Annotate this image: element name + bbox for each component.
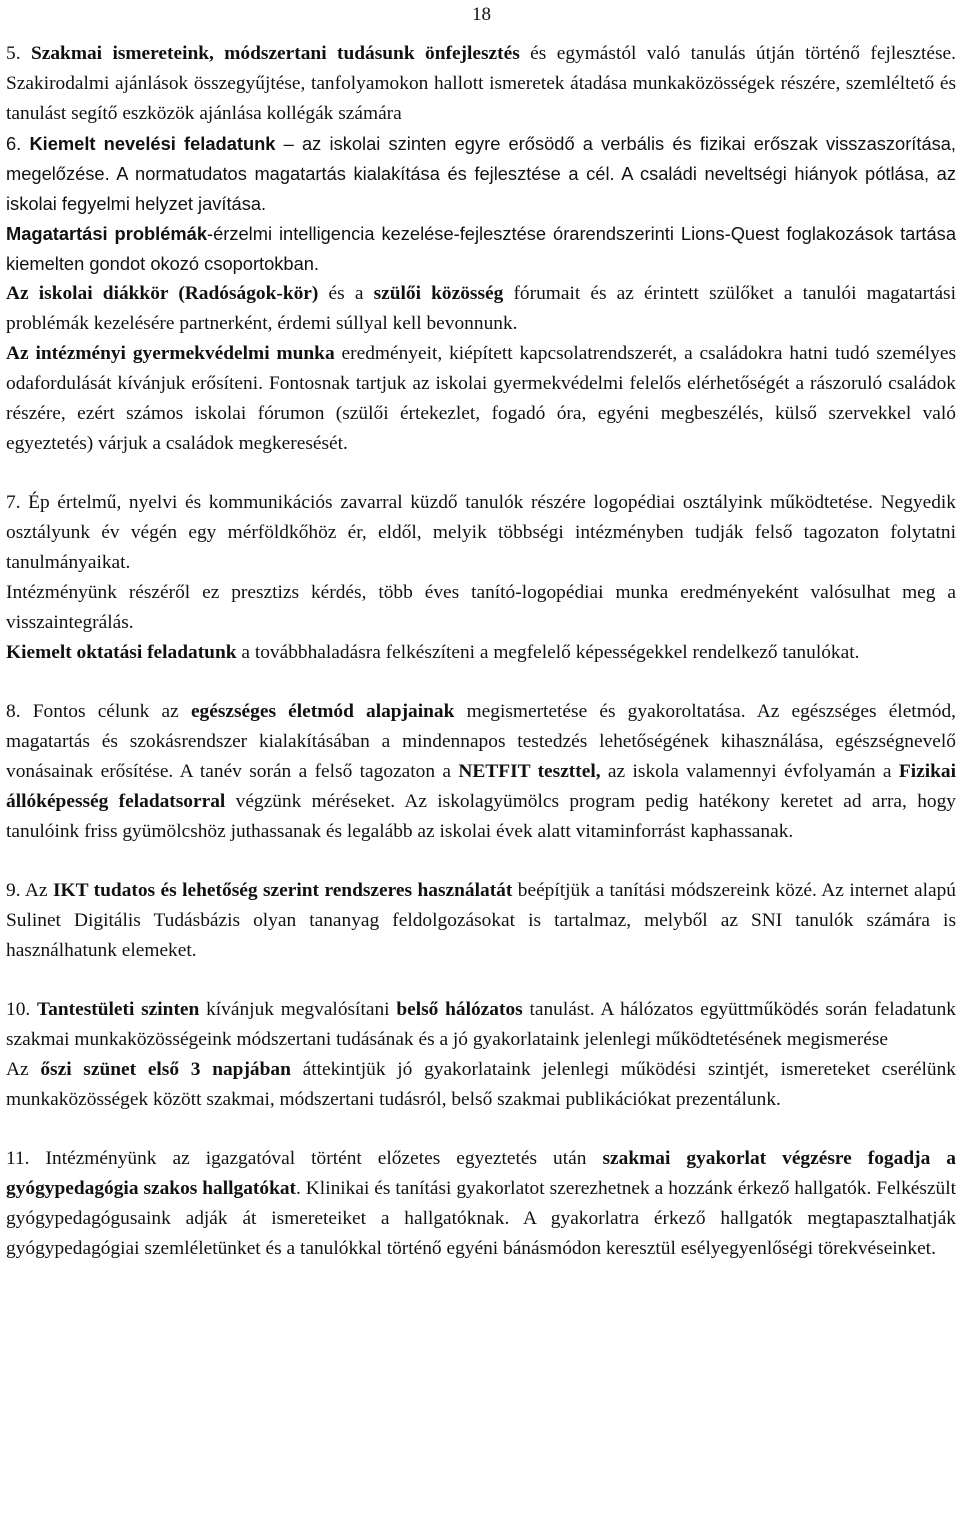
section-5-number: 5. [6, 43, 21, 64]
section-10-text-2: kívánjuk megvalósítani [199, 999, 397, 1020]
section-10-paragraph-1 [6, 995, 956, 1055]
section-8-text-4: végzünk méréseket. Az iskolagyümölcs program pedig hatékony keretet ad arra, hogy tanulóink friss gyümölcshöz juthassanak és legalább az iskolai évek alatt vitaminforrást kaphassanak. [6, 791, 956, 842]
paragraph-gap [6, 847, 956, 876]
paragraph-gap [6, 459, 956, 488]
document-body [6, 39, 956, 1264]
section-9-text-1: 9. Az [6, 880, 53, 901]
section-10-bold-1: Tantestületi szinten [37, 999, 200, 1020]
section-5-bold-heading: Szakmai ismereteink, módszertani tudásunk önfejlesztés [30, 43, 520, 64]
section-5-paragraph [6, 39, 956, 129]
section-6-p2-text: -érzelmi intelligencia kezelése-fejlesztése órarendszerinti Lions-Quest foglakozások tartása kiemelten gondot okozó csoportokban. [6, 223, 956, 274]
section-10-bold-2: belső hálózatos [396, 999, 523, 1020]
section-6-p3-bold-2: szülői közösség [373, 283, 504, 304]
section-6-p4-bold: Az intézményi gyermekvédelmi munka [6, 343, 335, 364]
section-7-paragraph-2: Intézményünk részéről ez presztizs kérdés, több éves tanító-logopédiai munka eredményeként valósulhat meg a visszaintegrálás. [6, 582, 956, 633]
section-6 [6, 129, 956, 279]
section-7-paragraph-3 [6, 638, 956, 668]
section-9-bold: IKT tudatos és lehetőség szerint rendszeres használatát [53, 880, 513, 901]
section-8-text-3: az iskola valamennyi évfolyamán a [600, 761, 899, 782]
section-6-paragraph-4 [6, 339, 956, 459]
section-11-text-2: . Klinikai és tanítási gyakorlatot szerezhetnek a hozzánk érkező hallgatók. Felkészült gyógypedagógusaink adják át ismereteiket a hallgatóknak. A gyakorlatra érkező hallgatók megtapasztalhatják gyógypedagógiai szemléletünket és a tanulókkal történő egyéni bánásmódon keresztül esélyegyenlőségi törekvéseinket. [6, 1178, 956, 1259]
section-6-number: 6. [6, 133, 22, 154]
section-9-text-2: beépítjük a tanítási módszereink közé. Az internet alapú Sulinet Digitális Tudásbázis olyan tananyag feldolgozásokat is tartalmaz, melyből az SNI tanulók számára is használhatunk elemeket. [6, 880, 957, 961]
section-6-text: – az iskolai szinten egyre erősödő a verbális és fizikai erőszak visszaszorítása, megelőzése. A normatudatos magatartás kialakítása és fejlesztése a cél. A családi neveltségi hiányok pótlása, az iskolai fegyelmi helyzet javítása. [6, 133, 956, 214]
section-11-bold: szakmai gyakorlat végzésre fogadja a gyógypedagógia szakos hallgatókat [6, 1148, 956, 1199]
section-6-p2-bold: Magatartási problémák [6, 223, 208, 244]
section-10-p2-bold: őszi szünet első 3 napjában [40, 1059, 291, 1080]
section-8-bold-2: NETFIT teszttel, [458, 761, 601, 782]
section-11-paragraph [6, 1144, 956, 1264]
section-5-text: és egymástól való tanulás útján történő fejlesztése. Szakirodalmi ajánlások összegyűjtése, tanfolyamokon hallott ismeretek átadása munkaközösségek részére, szemléltető és tanulást segítő eszközök ajánlása kollégák számára [6, 43, 956, 124]
section-10-text-1: 10. [6, 999, 38, 1020]
section-6-p3-text-1: és a [318, 283, 374, 304]
section-8-bold-3: Fizikai állóképesség feladatsorral [6, 761, 956, 812]
paragraph-gap [6, 668, 956, 697]
section-6-p3-text-2: fórumait és az érintett szülőket a tanulói magatartási problémák kezelésére partnerként, érdemi súllyal kell bevonnunk. [6, 283, 956, 334]
section-6-paragraph-3 [6, 279, 956, 339]
section-10-text-3: tanulást. A hálózatos együttműködés során feladatunk szakmai munkaközösségeink módszertani tudásának és a jó gyakorlataink jelenlegi működtetésének megismerése [6, 999, 956, 1050]
paragraph-gap [6, 1115, 956, 1144]
section-8-text-1: 8. Fontos célunk az [6, 701, 191, 722]
section-10-p2-text-1: Az [6, 1059, 41, 1080]
section-8-bold-1: egészséges életmód alapjainak [190, 701, 455, 722]
section-6-p4-text: eredményeit, kiépített kapcsolatrendszerét, a családokra hatni tudó személyes odafordulását kívánjuk erősíteni. Fontosnak tartjuk az iskolai gyermekvédelmi felelős elérhetőségét a rászoruló családok részére, ezért számos iskolai fórumon (szülői értekezlet, fogadó óra, egyéni megbeszélés, külső szervekkel való egyeztetés) várjuk a családok megkeresését. [6, 343, 956, 454]
section-7-p3-bold: Kiemelt oktatási feladatunk [6, 642, 237, 663]
section-6-paragraph-1 [6, 129, 956, 219]
section-8-text-2: megismertetése és gyakoroltatása. Az egészséges életmód, magatartás és szokásrendszer kialakításában a mindennapos testedzés lehetőségének kihasználása, egészségnevelő vonásainak erősítése. A tanév során a felső tagozaton a [6, 701, 957, 782]
section-7-p3-text: a továbbhaladásra felkészíteni a megfelelő képességekkel rendelkező tanulókat. [236, 642, 860, 663]
section-6-p3-bold-1: Az iskolai diákkör (Radóságok-kör) [6, 283, 319, 304]
paragraph-gap [6, 966, 956, 995]
page-number: 18 [472, 4, 491, 25]
section-8-paragraph [6, 697, 956, 847]
section-10-p2-text-2: áttekintjük jó gyakorlataink jelenlegi működési szintjét, ismereteket cserélünk munkaközösségek között szakmai, módszertani tudásról, belső szakmai publikációkat prezentálunk. [6, 1059, 956, 1110]
section-6-paragraph-2 [6, 219, 956, 279]
section-9-paragraph [6, 876, 956, 966]
section-11-text-1: 11. Intézményünk az igazgatóval történt előzetes egyeztetés után [6, 1148, 603, 1169]
section-10-paragraph-2 [6, 1055, 956, 1115]
section-7-paragraph-1: 7. Ép értelmű, nyelvi és kommunikációs zavarral küzdő tanulók részére logopédiai osztályink működtetése. Negyedik osztályunk év végén egy mérföldkőhöz ér, eldől, melyik többségi intézményben tudják felső tagozaton folytatni tanulmányaikat. [6, 492, 956, 573]
section-6-bold-heading: Kiemelt nevelési feladatunk [29, 133, 276, 154]
